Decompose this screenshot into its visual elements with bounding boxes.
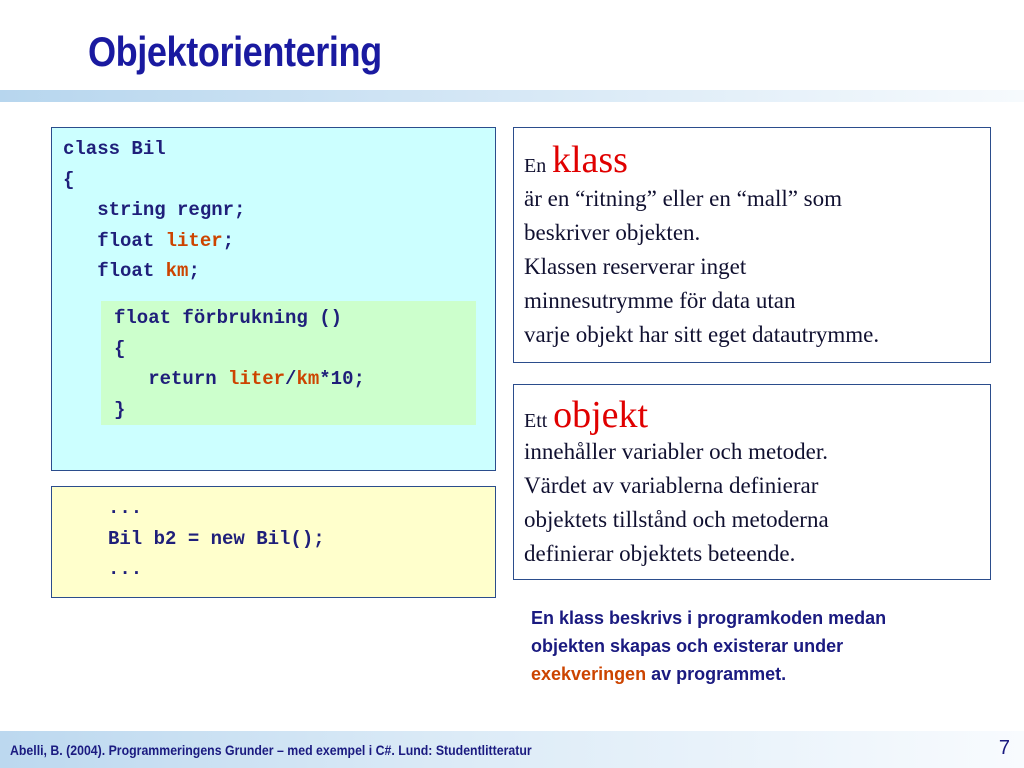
definition-box-klass bbox=[513, 127, 991, 363]
definition-prefix: Ett bbox=[524, 410, 548, 432]
code-token: return bbox=[114, 368, 229, 391]
code-line: float förbrukning () bbox=[114, 307, 343, 329]
code-lines-usage bbox=[108, 493, 325, 585]
definition-line: definierar objektets beteende. bbox=[524, 541, 796, 566]
code-variable-liter: liter bbox=[228, 368, 286, 391]
definition-keyword: objekt bbox=[553, 394, 649, 436]
code-line bbox=[63, 256, 245, 287]
code-line: string regnr; bbox=[63, 199, 246, 222]
code-line: Bil b2 = new Bil(); bbox=[108, 527, 325, 550]
definition-keyword: klass bbox=[551, 139, 628, 181]
code-token: ; bbox=[222, 229, 235, 252]
definition-line: Klassen reserverar inget bbox=[524, 254, 747, 279]
code-token: float bbox=[63, 229, 166, 252]
code-variable-km: km bbox=[296, 368, 320, 391]
code-block-usage bbox=[51, 486, 496, 598]
definition-heading bbox=[524, 138, 879, 182]
code-line: ... bbox=[108, 558, 143, 581]
definition-line: varje objekt har sitt eget datautrymme. bbox=[524, 322, 880, 347]
page-number: 7 bbox=[998, 737, 1010, 759]
definition-line: Värdet av variablerna definierar bbox=[524, 473, 819, 498]
note-text: En klass beskrivs i programkoden medan objekten skapas och existerar under bbox=[531, 608, 887, 656]
code-token: *10; bbox=[319, 368, 365, 391]
code-line: } bbox=[114, 398, 126, 421]
code-block-method bbox=[101, 301, 476, 425]
note-highlight: exekveringen bbox=[531, 664, 647, 684]
code-line bbox=[114, 364, 365, 395]
definition-line: minnesutrymme för data utan bbox=[524, 288, 796, 313]
code-lines-class bbox=[63, 134, 245, 287]
definition-line: innehåller variabler och metoder. bbox=[524, 439, 828, 464]
definition-line: beskriver objekten. bbox=[524, 220, 701, 245]
code-variable-liter: liter bbox=[165, 229, 223, 252]
code-variable-km: km bbox=[165, 260, 189, 283]
definition-heading bbox=[524, 395, 829, 435]
definition-text-objekt bbox=[524, 395, 829, 571]
code-lines-method bbox=[114, 303, 365, 425]
code-line bbox=[63, 226, 245, 257]
definition-box-objekt bbox=[513, 384, 991, 580]
definition-line: är en “ritning” eller en “mall” som bbox=[524, 186, 843, 211]
code-line: { bbox=[114, 337, 126, 360]
code-operator: / bbox=[285, 368, 297, 391]
summary-note bbox=[531, 604, 951, 688]
note-text: av programmet. bbox=[646, 664, 787, 684]
slide-title: Objektorientering bbox=[88, 28, 382, 75]
definition-line: objektets tillstånd och metoderna bbox=[524, 507, 829, 532]
definition-prefix: En bbox=[524, 155, 547, 177]
code-token: float bbox=[63, 260, 166, 283]
footer-citation: Abelli, B. (2004). Programmeringens Grunder – med exempel i C#. Lund: Studentlitteratur bbox=[10, 742, 532, 758]
title-divider-bar bbox=[0, 90, 1024, 102]
code-line: ... bbox=[108, 497, 143, 519]
definition-text-klass bbox=[524, 138, 879, 352]
code-line: class Bil bbox=[63, 138, 166, 160]
code-token: ; bbox=[188, 260, 200, 283]
code-line: { bbox=[63, 168, 75, 191]
